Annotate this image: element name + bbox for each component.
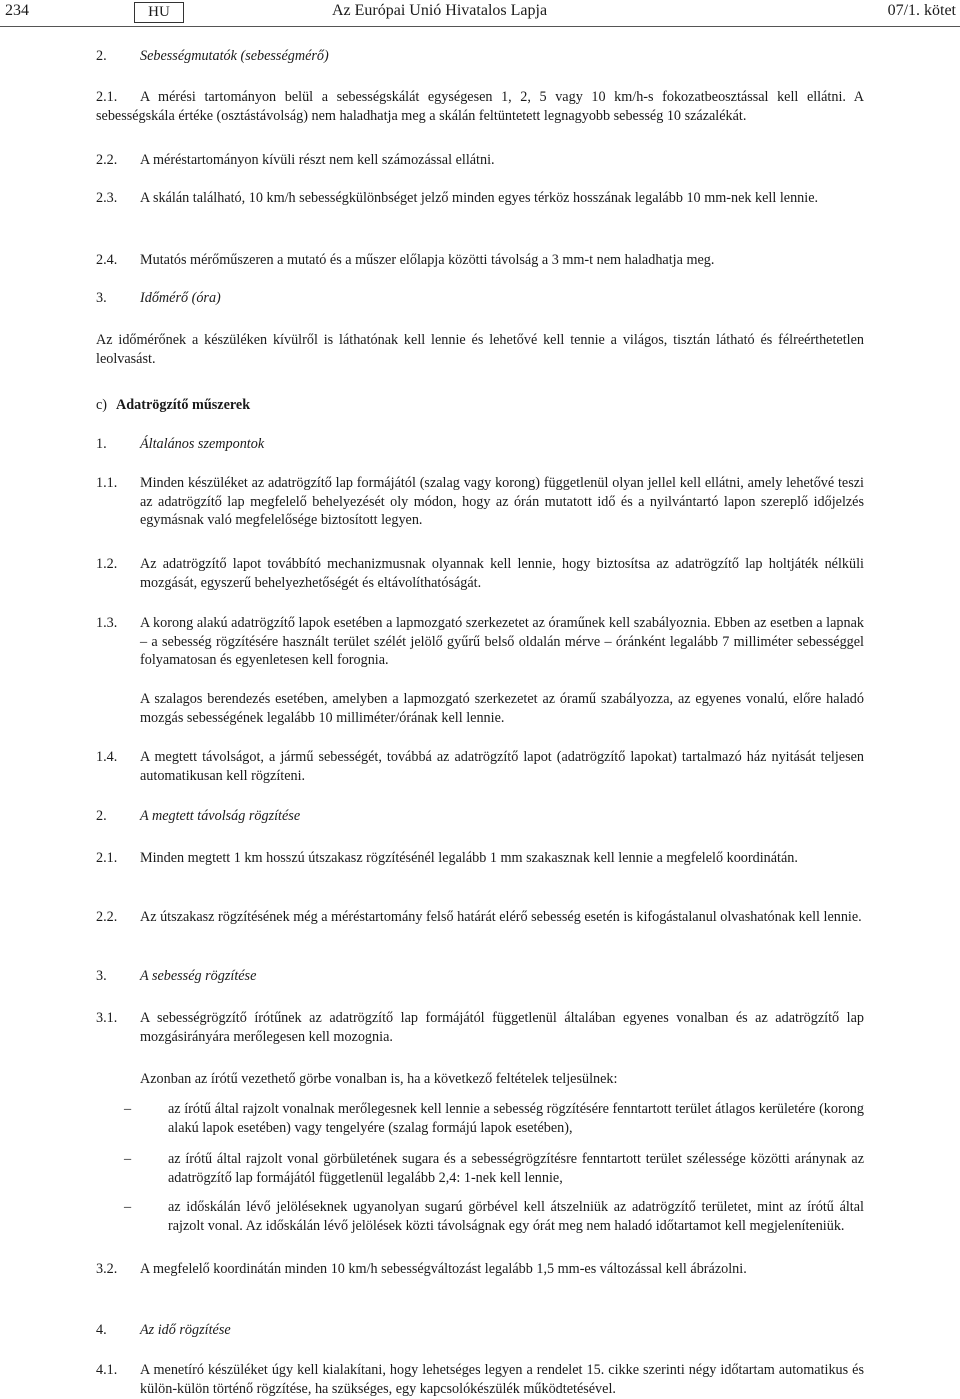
paragraph-text: A megfelelő koordinátán minden 10 km/h sebességváltozást legalább 1,5 mm-es változással kell ábrázolni. — [140, 1261, 747, 1277]
section-heading: Sebességmutatók (sebességmérő) — [140, 48, 329, 64]
section-number: 1.1. — [96, 475, 118, 491]
section-number: 2.1. — [96, 89, 118, 105]
paragraph-text: A skálán található, 10 km/h sebességkülönbséget jelző minden egyes térköz hosszának legalább 10 mm-nek kell lennie. — [140, 190, 819, 206]
page-number: 234 — [5, 2, 29, 19]
section-heading: Általános szempontok — [140, 436, 265, 452]
section-number: 1.4. — [96, 749, 118, 765]
section-number: 3. — [96, 290, 107, 306]
list-item-text: az írótű által rajzolt vonal görbületének sugara és a sebességrögzítésre fenntartott terület szélessége közötti aránynak az adatrögzítő lap formájától függetlenül legalább 2,4: 1-nek kell lennie, — [168, 1151, 864, 1186]
paragraph-text: A megtett távolságot, a jármű sebességét, továbbá az adatrögzítő lapot (adatrögzítő lapokat) tartalmazó ház nyitását teljesen automatikusan kell rögzíteni. — [140, 749, 864, 784]
paragraph-text: Azonban az írótű vezethető görbe vonalban is, ha a következő feltételek teljesülnek: — [140, 1071, 618, 1087]
section-number: 2.4. — [96, 252, 118, 268]
list-dash: – — [124, 1151, 132, 1167]
volume-label: 07/1. kötet — [887, 2, 956, 19]
section-number: 2. — [96, 48, 107, 64]
list-dash: – — [124, 1101, 132, 1117]
paragraph-text: Az időmérőnek a készüléken kívülről is láthatónak kell lennie és lehetővé kell tennie a világos, tisztán látható és félreérthetetlen leolvasást. — [96, 332, 864, 367]
language-badge: HU — [134, 2, 184, 23]
list-dash: – — [124, 1199, 132, 1215]
section-heading: A sebesség rögzítése — [140, 968, 257, 984]
list-item-text: az írótű által rajzolt vonalnak merőlegesnek kell lennie a sebesség rögzítésére fenntartott terület átlagos kerületére (korong alakú lapok esetében) vagy tengelyére (szalag formájú lapok esetében), — [168, 1101, 864, 1136]
paragraph-text: Az adatrögzítő lapot továbbító mechanizmusnak olyannak kell lennie, hogy biztosítsa az adatrögzítő lap holtjáték nélküli mozgását, egyszerű behelyezhetőségét és eltávolíthatóságát. — [140, 556, 864, 591]
paragraph-text: A menetíró készüléket úgy kell kialakítani, hogy lehetséges legyen a rendelet 15. cikke szerinti négy időtartam automatikus és külön-külön történő rögzítése, ha szükséges, egy kapcsolókészülék működtetésével. — [140, 1362, 864, 1397]
section-number: 3.1. — [96, 1010, 118, 1026]
paragraph-text: Minden készüléket az adatrögzítő lap formájától (szalag vagy korong) függetlenül olyan jellel kell ellátni, amely lehetővé teszi az adatrögzítő lap megfelelő behelyezését oly módon, hogy az órán mutatott idő és a nyilvántartó lapon szereplő időjelzés egymásnak való megfelelősége biztosított legyen. — [140, 475, 864, 529]
list-item-text: az időskálán lévő jelöléseknek ugyanolyan sugarú görbével kell átszelniük az adatrögzítő területet, mint az írótű által rajzolt vonal. Az időskálán lévő jelölések közti távolságnak egy órát meg nem haladó időtartamot kell megjeleníteniük. — [168, 1199, 864, 1234]
section-number: 4. — [96, 1322, 107, 1338]
paragraph-text: A mérési tartományon belül a sebességskálát egységesen 1, 2, 5 vagy 10 km/h-s fokozatbeosztással kell ellátni. A sebességskála értéke (osztástávolság) nem haladhatja meg a skálán feltüntetett legnagyobb sebesség 10 százalékát. — [96, 89, 864, 124]
section-heading: A megtett távolság rögzítése — [140, 808, 301, 824]
section-heading: Adatrögzítő műszerek — [116, 397, 251, 413]
section-heading: Időmérő (óra) — [140, 290, 221, 306]
section-number: c) — [96, 397, 108, 413]
section-number: 3.2. — [96, 1261, 118, 1277]
section-number: 2. — [96, 808, 107, 824]
paragraph-text: Mutatós mérőműszeren a mutató és a műszer előlapja közötti távolság a 3 mm-t nem haladhatja meg. — [140, 252, 715, 268]
paragraph-text: A méréstartományon kívüli részt nem kell számozással ellátni. — [140, 152, 495, 168]
section-number: 1.3. — [96, 615, 118, 631]
section-number: 1. — [96, 436, 107, 452]
journal-title: Az Európai Unió Hivatalos Lapja — [332, 2, 548, 19]
paragraph-text: Minden megtett 1 km hosszú útszakasz rögzítésénél legalább 1 mm szakasznak kell lennie a megfelelő koordinátán. — [140, 850, 798, 866]
section-number: 2.3. — [96, 190, 118, 206]
paragraph-text: A korong alakú adatrögzítő lapok esetében a lapmozgató szerkezetet az óraműnek kell szabályoznia. Ebben az esetben a lapnak – a sebesség rögzítésére használt terület szélét jelölő gyűrű belső oldalán mérve – óránként legalább 7 milliméter sebességgel folyamatosan és egyenletesen kell forognia. — [140, 615, 864, 669]
page-header — [0, 0, 960, 26]
section-number: 3. — [96, 968, 107, 984]
section-number: 2.1. — [96, 850, 118, 866]
header-rule — [0, 26, 960, 27]
paragraph-text: A sebességrögzítő írótűnek az adatrögzítő lap formájától függetlenül általában egyenes vonalban és az adatrögzítő lap mozgásirányára merőlegesen kell mozognia. — [140, 1010, 864, 1045]
section-number: 1.2. — [96, 556, 118, 572]
paragraph-text: Az útszakasz rögzítésének még a méréstartomány felső határát elérő sebesség esetén is kifogástalanul olvashatónak kell lennie. — [140, 909, 862, 925]
section-number: 2.2. — [96, 152, 118, 168]
section-heading: Az idő rögzítése — [140, 1322, 231, 1338]
section-number: 2.2. — [96, 909, 118, 925]
section-number: 4.1. — [96, 1362, 118, 1378]
paragraph-text: A szalagos berendezés esetében, amelyben a lapmozgató szerkezetet az óramű szabályozza, az egyenes vonalú, előre haladó mozgás sebességének legalább 10 milliméter/órának kell lennie. — [140, 691, 864, 726]
